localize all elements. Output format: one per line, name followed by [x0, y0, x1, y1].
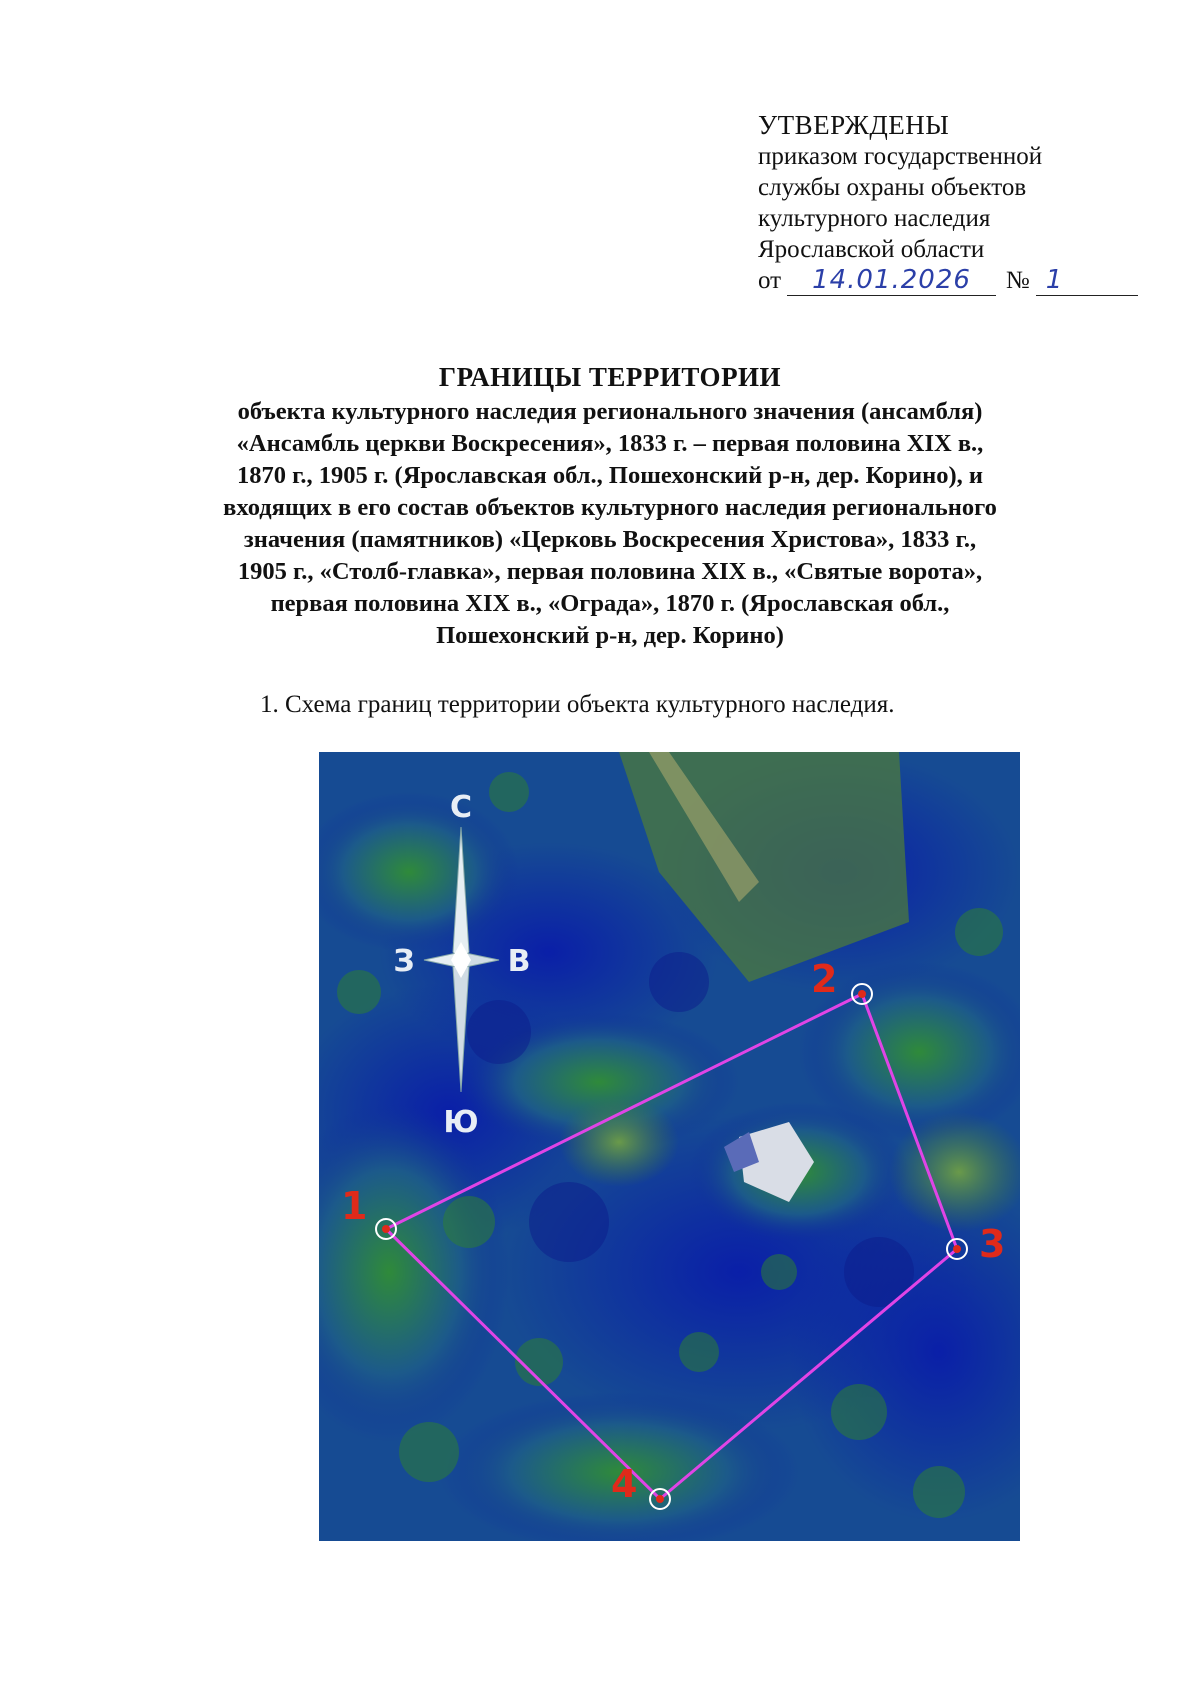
boundary-point-marker: [656, 1495, 664, 1503]
boundary-point-label: 2: [811, 957, 838, 1001]
boundary-point-marker: [382, 1225, 390, 1233]
boundary-point-label: 4: [611, 1462, 638, 1506]
description-line: объекта культурного наследия регионального значения (ансамбля): [237, 398, 983, 425]
number-field: [1036, 266, 1138, 296]
compass-west-label: З: [393, 944, 415, 979]
boundary-point-marker: [858, 990, 866, 998]
boundary-point-marker: [953, 1245, 961, 1253]
number-sign: №: [1005, 267, 1030, 294]
date-field: [787, 266, 996, 296]
boundary-map: [319, 752, 1020, 1541]
boundary-point-label: 1: [341, 1184, 368, 1228]
approval-block: [758, 110, 1138, 296]
compass-north-label: С: [449, 790, 473, 825]
description-line: первая половина XIX в., «Ограда», 1870 г. (Ярославская обл.,: [270, 590, 950, 617]
date-prefix: от: [758, 267, 782, 294]
document-description: [180, 396, 1040, 652]
handwritten-number: 1: [1045, 265, 1064, 295]
satellite-map-image: [319, 752, 1020, 1541]
approval-title: УТВЕРЖДЕНЫ: [758, 110, 950, 140]
section-label: 1. Схема границ территории объекта культурного наследия.: [260, 691, 895, 718]
description-line: 1905 г., «Столб-главка», первая половина XIX в., «Святые ворота»,: [237, 558, 983, 585]
approval-line: культурного наследия: [758, 205, 991, 232]
document-title: ГРАНИЦЫ ТЕРРИТОРИИ: [438, 362, 782, 392]
approval-line: Ярославской области: [758, 236, 985, 263]
boundary-point-label: 3: [979, 1222, 1006, 1266]
description-line: входящих в его состав объектов культурного наследия регионального: [223, 494, 997, 521]
approval-date-number-row: [758, 265, 1138, 296]
description-line: «Ансамбль церкви Воскресения», 1833 г. – первая половина XIX в.,: [236, 430, 984, 457]
handwritten-date: 14.01.2026: [812, 265, 971, 295]
description-line: Пошехонский р-н, дер. Корино): [436, 622, 784, 649]
description-line: 1870 г., 1905 г. (Ярославская обл., Пошехонский р-н, дер. Корино), и: [236, 462, 984, 489]
compass-south-label: Ю: [443, 1105, 479, 1140]
compass-east-label: В: [507, 944, 531, 979]
approval-line: службы охраны объектов: [758, 174, 1027, 201]
approval-line: приказом государственной: [758, 143, 1043, 170]
document-heading: [180, 360, 1040, 652]
description-line: значения (памятников) «Церковь Воскресения Христова», 1833 г.,: [243, 526, 977, 553]
